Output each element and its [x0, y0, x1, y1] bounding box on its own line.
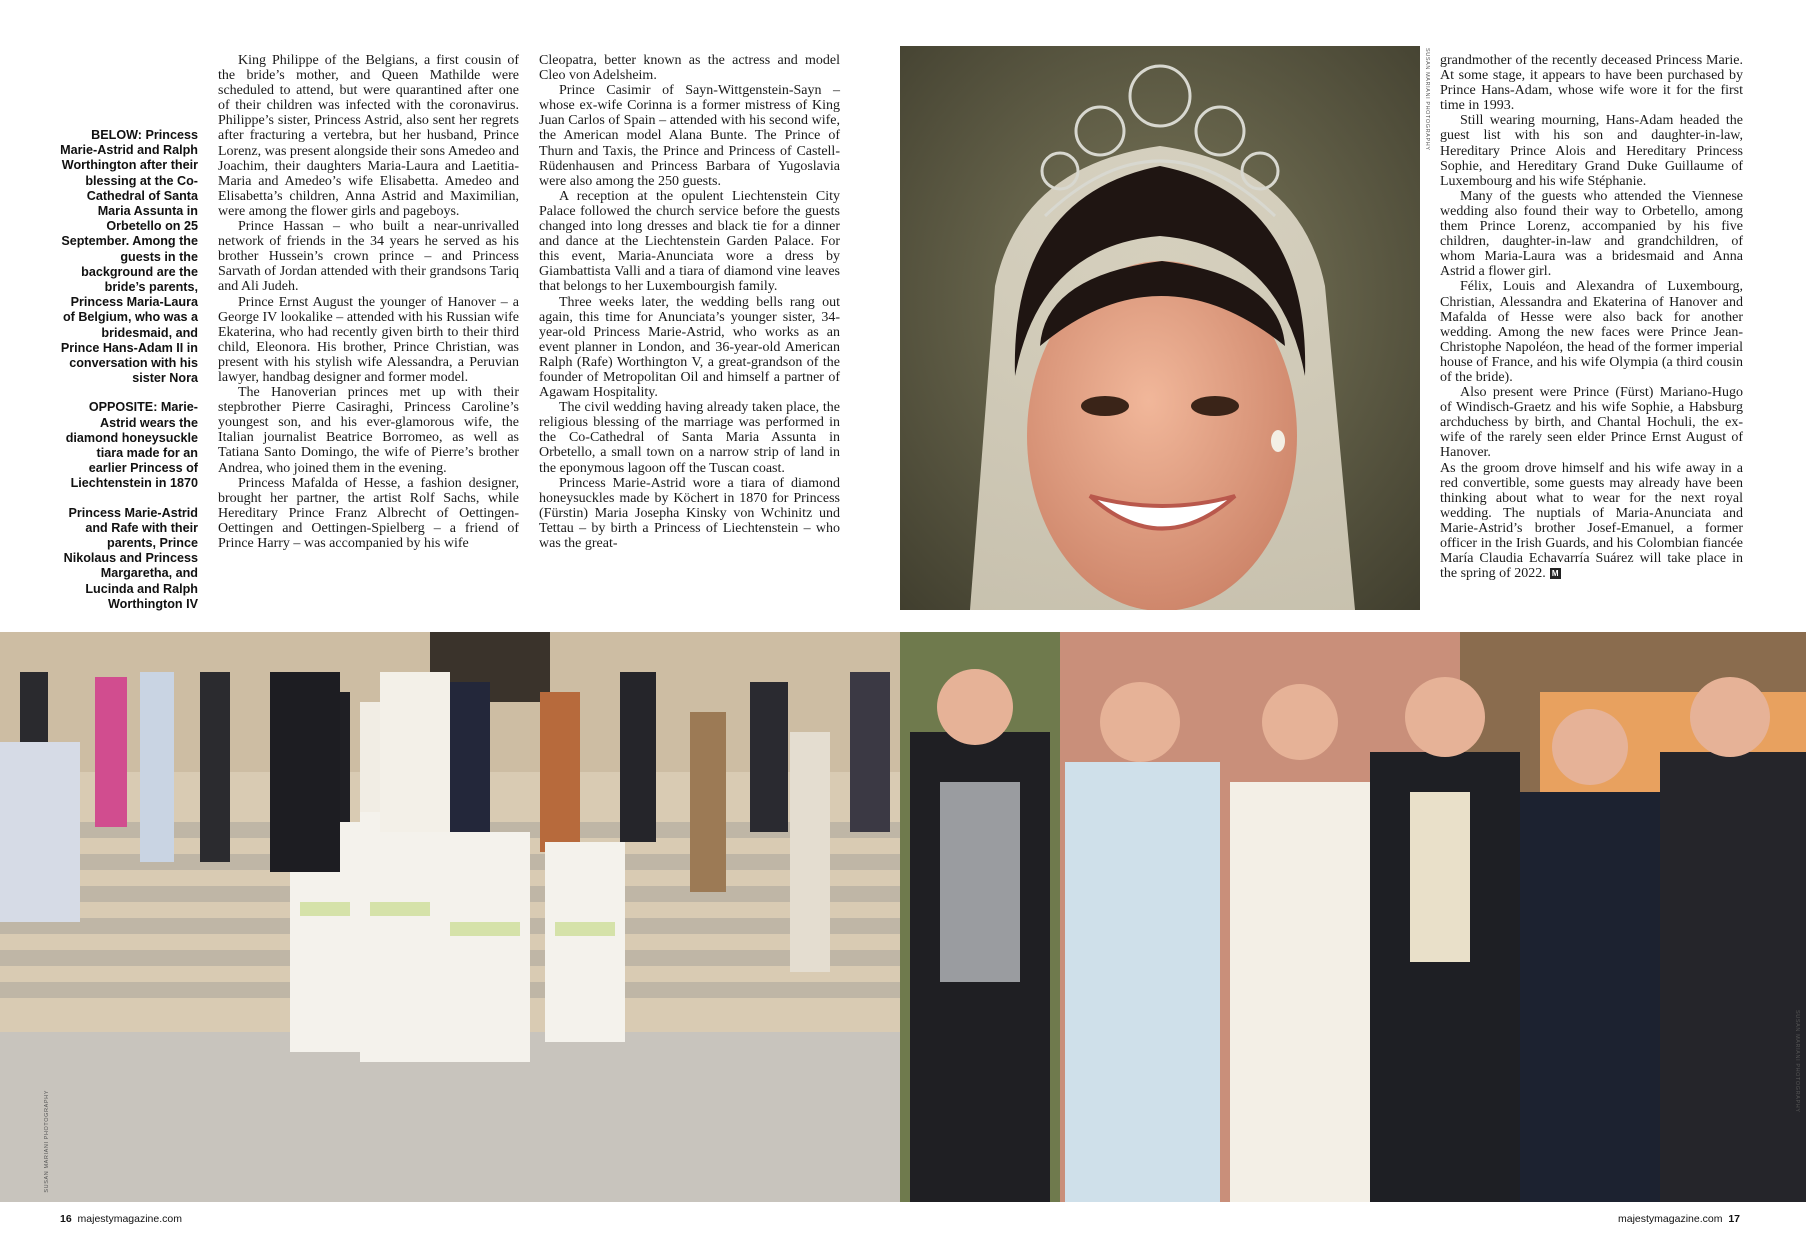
text-column-1 [218, 53, 519, 551]
photo-credit: SUSAN MARIANI PHOTOGRAPHY [1794, 1010, 1800, 1113]
footer-right [1618, 1213, 1740, 1225]
bride-portrait-photo [900, 46, 1420, 610]
caption-family: Princess Marie-Astrid and Rafe with their parents, Prince Nikolaus and Princess Margaretha, and Lucinda and Ralph Worthington IV [63, 505, 198, 611]
site-url: majestymagazine.com [77, 1213, 182, 1225]
caption-below: BELOW: Princess Marie-Astrid and Ralph Worthington after their blessing at the Co-Cathedral of Santa Maria Assunta in Orbetello on 25 September. Among the guests in the background are the bride’s parents, Princess Maria-Laura of Belgium, who was a bridesmaid, and Prince Hans-Adam II in conversation with his sister Nora [60, 128, 198, 386]
caption-opposite: OPPOSITE: Marie-Astrid wears the diamond honeysuckle tiara made for an earlier Princess of Liechtenstein in 1870 [65, 400, 198, 491]
paragraph: Also present were Prince (Fürst) Mariano-Hugo of Windisch-Graetz and his wife Sophie, a Habsburg archduchess by birth, and Chantal Hochuli, the ex-wife of the rarely seen elder Prince Ernst August of Hanover. [1440, 385, 1743, 461]
paragraph: grandmother of the recently deceased Princess Marie. At some stage, it appears to have been purchased by Prince Hans-Adam, whose wife wore it for the first time in 1993. [1440, 53, 1743, 114]
paragraph: Prince Casimir of Sayn-Wittgenstein-Sayn – whose ex-wife Corinna is a former mistress of King Juan Carlos of Spain – attended with his second wife, the American model Alana Bunte. The Prince of Thurn and Taxis, the Prince and Princess of Castell-Rüdenhausen and Princess Barbara of Yugoslavia were also among the 250 guests. [539, 83, 840, 189]
paragraph: Princess Mafalda of Hesse, a fashion designer, brought her partner, the artist Rolf Sachs, while Hereditary Prince Franz Albrecht of Oettingen-Oettingen and Oettingen-Spielberg – a friend of Prince Harry – was accompanied by his wife [218, 475, 519, 551]
paragraph: Princess Marie-Astrid wore a tiara of diamond honeysuckles made by Köchert in 1870 for Princess (Fürstin) Maria Josepha Kinsky von Wchinitz und Tettau – by birth a Princess of Liechtenstein – who was the great- [539, 475, 840, 551]
paragraph: Prince Ernst August the younger of Hanover – a George IV lookalike – attended with his Russian wife Ekaterina, who had recently given birth to their third child, Eleonora. His brother, Prince Christian, was present with his stylish wife Alessandra, a Peruvian lawyer, handbag designer and former model. [218, 294, 519, 385]
paragraph: Cleopatra, better known as the actress and model Cleo von Adelsheim. [539, 53, 840, 84]
paragraph: King Philippe of the Belgians, a first cousin of the bride’s mother, and Queen Mathilde were scheduled to attend, but were quarantined after one of their children was infected with the coronavirus. Philippe’s sister, Princess Astrid, also sent her regrets after fracturing a vertebra, but her husband, Prince Lorenz, was present alongside their sons Amedeo and Joachim, their daughters Maria-Laura and Laetitia-Maria and Amedeo’s wife Elisabetta. Amedeo and Elisabetta’s children, Anna Astrid and Maximilian, were among the flower girls and pageboys. [218, 53, 519, 219]
text-column-3 [1440, 53, 1743, 581]
paragraph: A reception at the opulent Liechtenstein City Palace followed the church service before the guests changed into long dresses and black tie for a dinner and dance at the Liechtenstein Garden Palace. For this event, Maria-Anunciata wore a dress by Giambattista Valli and a tiara of diamond vine leaves that belongs to her Luxembourgish family. [539, 188, 840, 295]
paragraph: Three weeks later, the wedding bells rang out again, this time for Anunciata’s younger sister, 34-year-old Princess Marie-Astrid, who works as an event planner in London, and 36-year-old American Ralph (Rafe) Worthington V, a great-grandson of the founder of Metropolitan Oil and himself a partner of Agawam Hospitality. [539, 294, 840, 401]
site-url: majestymagazine.com [1618, 1213, 1723, 1225]
paragraph: Félix, Louis and Alexandra of Luxembourg, Christian, Alessandra and Ekaterina of Hanover and Mafalda of Hesse were also back for another wedding. Among the new faces were Prince Jean-Christophe Napoléon, the head of the former imperial house of France, and his wife Olympia (a third cousin of the bride). [1440, 279, 1743, 385]
footer-left [60, 1213, 182, 1225]
paragraph: Prince Hassan – who built a near-unrivalled network of friends in the 34 years he served as his brother Hussein’s crown prince – and Princess Sarvath of Jordan attended with their grandsons Tariq and Ali Judeh. [218, 219, 519, 295]
family-group-photo [900, 632, 1806, 1202]
photo-credit: SUSAN MARIANI PHOTOGRAPHY [44, 1090, 50, 1193]
paragraph: Still wearing mourning, Hans-Adam headed the guest list with his son and daughter-in-law, Hereditary Prince Alois and Hereditary Princess Sophie, and Hereditary Grand Duke Guillaume of Luxembourg and his wife Stéphanie. [1440, 113, 1743, 189]
photo-credit: SUSAN MARIANI PHOTOGRAPHY [1424, 48, 1430, 151]
caption-block [60, 128, 198, 626]
cathedral-steps-photo [0, 632, 900, 1202]
page-number: 16 [60, 1213, 72, 1225]
page-number: 17 [1728, 1213, 1740, 1225]
paragraph: The civil wedding having already taken place, the religious blessing of the marriage was performed in the Co-Cathedral of Santa Maria Assunta in Orbetello, a small town on a narrow strip of land in the eponymous lagoon off the Tuscan coast. [539, 400, 840, 476]
paragraph: Many of the guests who attended the Viennese wedding also found their way to Orbetello, among them Prince Lorenz, accompanied by his five children, daughter-in-law and grandchildren, of whom Maria-Laura was a bridesmaid and Anna Astrid a flower girl. [1440, 188, 1743, 280]
paragraph: The Hanoverian princes met up with their stepbrother Pierre Casiraghi, Princess Caroline’s youngest son, and his ever-glamorous wife, the Italian journalist Beatrice Borromeo, as well as Tatiana Santo Domingo, the wife of Pierre’s brother Andrea, who joined them in the evening. [218, 385, 519, 476]
paragraph: As the groom drove himself and his wife away in a red convertible, some guests may already have been thinking about what to wear for the next royal wedding. The nuptials of Maria-Anunciata and Marie-Astrid’s brother Josef-Emanuel, a former officer in the Irish Guards, and his Colombian fiancée María Claudia Echavarría Suárez will take place in the spring of 2022. [1440, 460, 1743, 582]
text-column-2 [539, 53, 840, 551]
end-mark-icon: M [1550, 568, 1561, 579]
